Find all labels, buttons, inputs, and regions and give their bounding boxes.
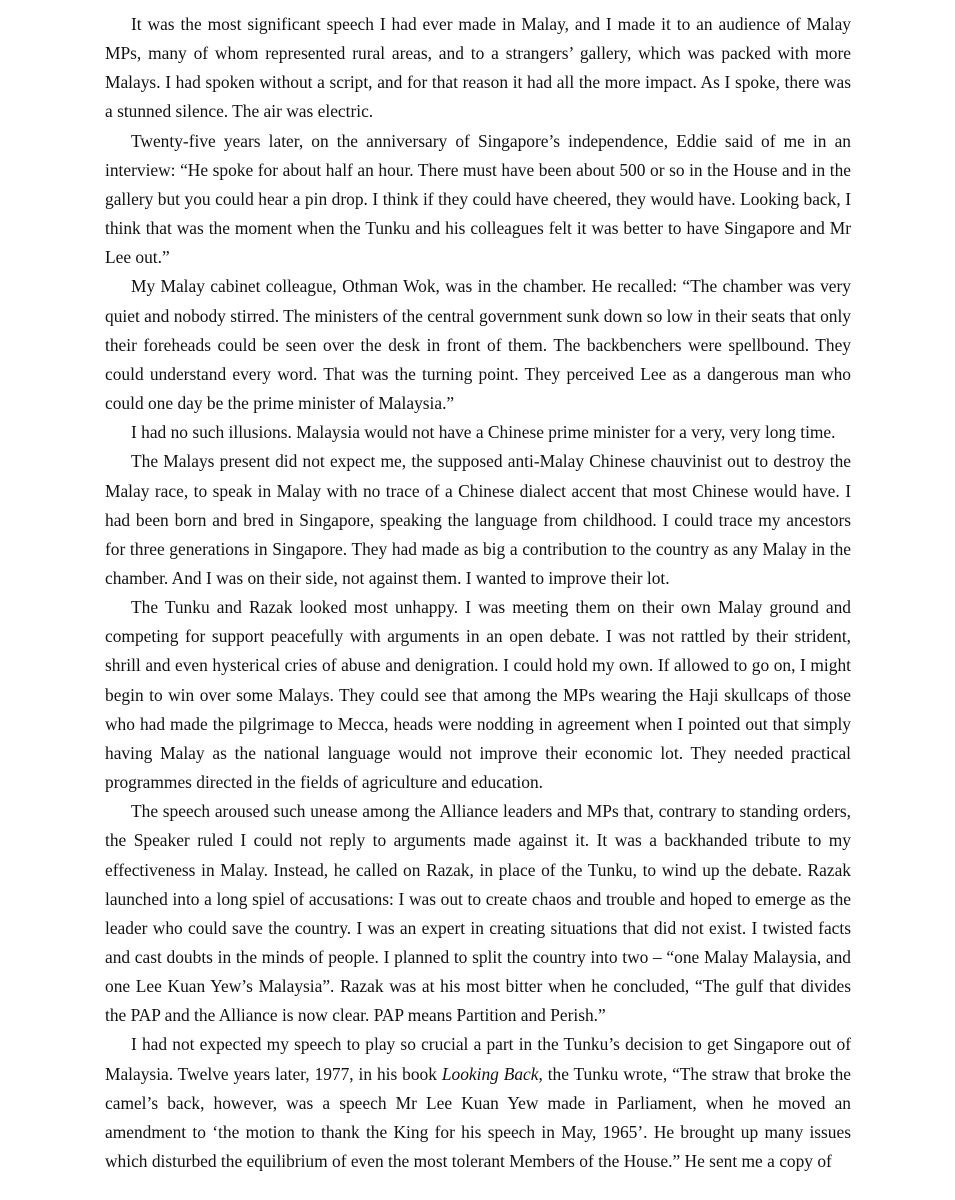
- paragraph-6: The Tunku and Razak looked most unhappy. I was meeting them on their own Malay ground and competing for support peacefully with arguments in an open debate. I was not rattled by their strident, shrill and even hysterical cries of abuse and denigration. I could hold my own. If allowed to go on, I might begin to win over some Malays. They could see that among the MPs wearing the Haji skullcaps of those who had made the pilgrimage to Mecca, heads were nodding in agreement when I pointed out that simply having Malay as the national language would not improve their economic lot. They needed practical programmes directed in the fields of agriculture and education.: [105, 597, 851, 793]
- paragraph-8-text-before-title: I had not expected my speech to play so crucial a part in the Tunku’s decision to get Singapore out of Malaysia. Twelve years later, 1977, in his book: [105, 1034, 851, 1084]
- paragraph-5: The Malays present did not expect me, the supposed anti-Malay Chinese chauvinist out to destroy the Malay race, to speak in Malay with no trace of a Chinese dialect accent that most Chinese would have. I had been born and bred in Singapore, speaking the language from childhood. I could trace my ancestors for three generations in Singapore. They had made as big a contribution to the country as any Malay in the chamber. And I was on their side, not against them. I wanted to improve their lot.: [105, 451, 851, 588]
- paragraph-3: My Malay cabinet colleague, Othman Wok, was in the chamber. He recalled: “The chamber was very quiet and nobody stirred. The ministers of the central government sunk down so low in their seats that only their foreheads could be seen over the desk in front of them. The backbenchers were spellbound. They could understand every word. That was the turning point. They perceived Lee as a dangerous man who could one day be the prime minister of Malaysia.”: [105, 276, 851, 414]
- paragraph-2: Twenty-five years later, on the anniversary of Singapore’s independence, Eddie said of me in an interview: “He spoke for about half an hour. There must have been about 500 or so in the House and in the gallery but you could hear a pin drop. I think if they could have cheered, they would have. Looking back, I think that was the moment when the Tunku and his colleagues felt it was better to have Singapore and Mr Lee out.”: [105, 130, 851, 268]
- document-page: [105, 10, 851, 1176]
- paragraph-8-text-after-title: , the Tunku wrote, “The straw that broke the camel’s back, however, was a speech Mr Lee Kuan Yew made in Parliament, when he moved an amendment to ‘the motion to thank the King for his speech in May, 1965’. He brought up many issues which disturbed the equilibrium of even the most tolerant Members of the House.” He sent me a copy of: [105, 1063, 851, 1172]
- paragraph-8: [105, 1030, 851, 1176]
- paragraph-4: I had no such illusions. Malaysia would not have a Chinese prime minister for a very, very long time.: [131, 422, 836, 443]
- paragraph-7: The speech aroused such unease among the Alliance leaders and MPs that, contrary to standing orders, the Speaker ruled I could not reply to arguments made against it. It was a backhanded tribute to my effectiveness in Malay. Instead, he called on Razak, in place of the Tunku, to wind up the debate. Razak launched into a long spiel of accusations: I was out to create chaos and trouble and hoped to emerge as the leader who could save the country. I was an expert in creating situations that did not exist. I twisted facts and cast doubts in the minds of people. I planned to split the country into two – “one Malay Malaysia, and one Lee Kuan Yew’s Malaysia”. Razak was at his most bitter when he concluded, “The gulf that divides the PAP and the Alliance is now clear. PAP means Partition and Perish.”: [105, 801, 851, 1026]
- book-title: Looking Back: [441, 1063, 539, 1084]
- paragraph-1: It was the most significant speech I had ever made in Malay, and I made it to an audience of Malay MPs, many of whom represented rural areas, and to a strangers’ gallery, which was packed with more Malays. I had spoken without a script, and for that reason it had all the more impact. As I spoke, there was a stunned silence. The air was electric.: [105, 14, 851, 122]
